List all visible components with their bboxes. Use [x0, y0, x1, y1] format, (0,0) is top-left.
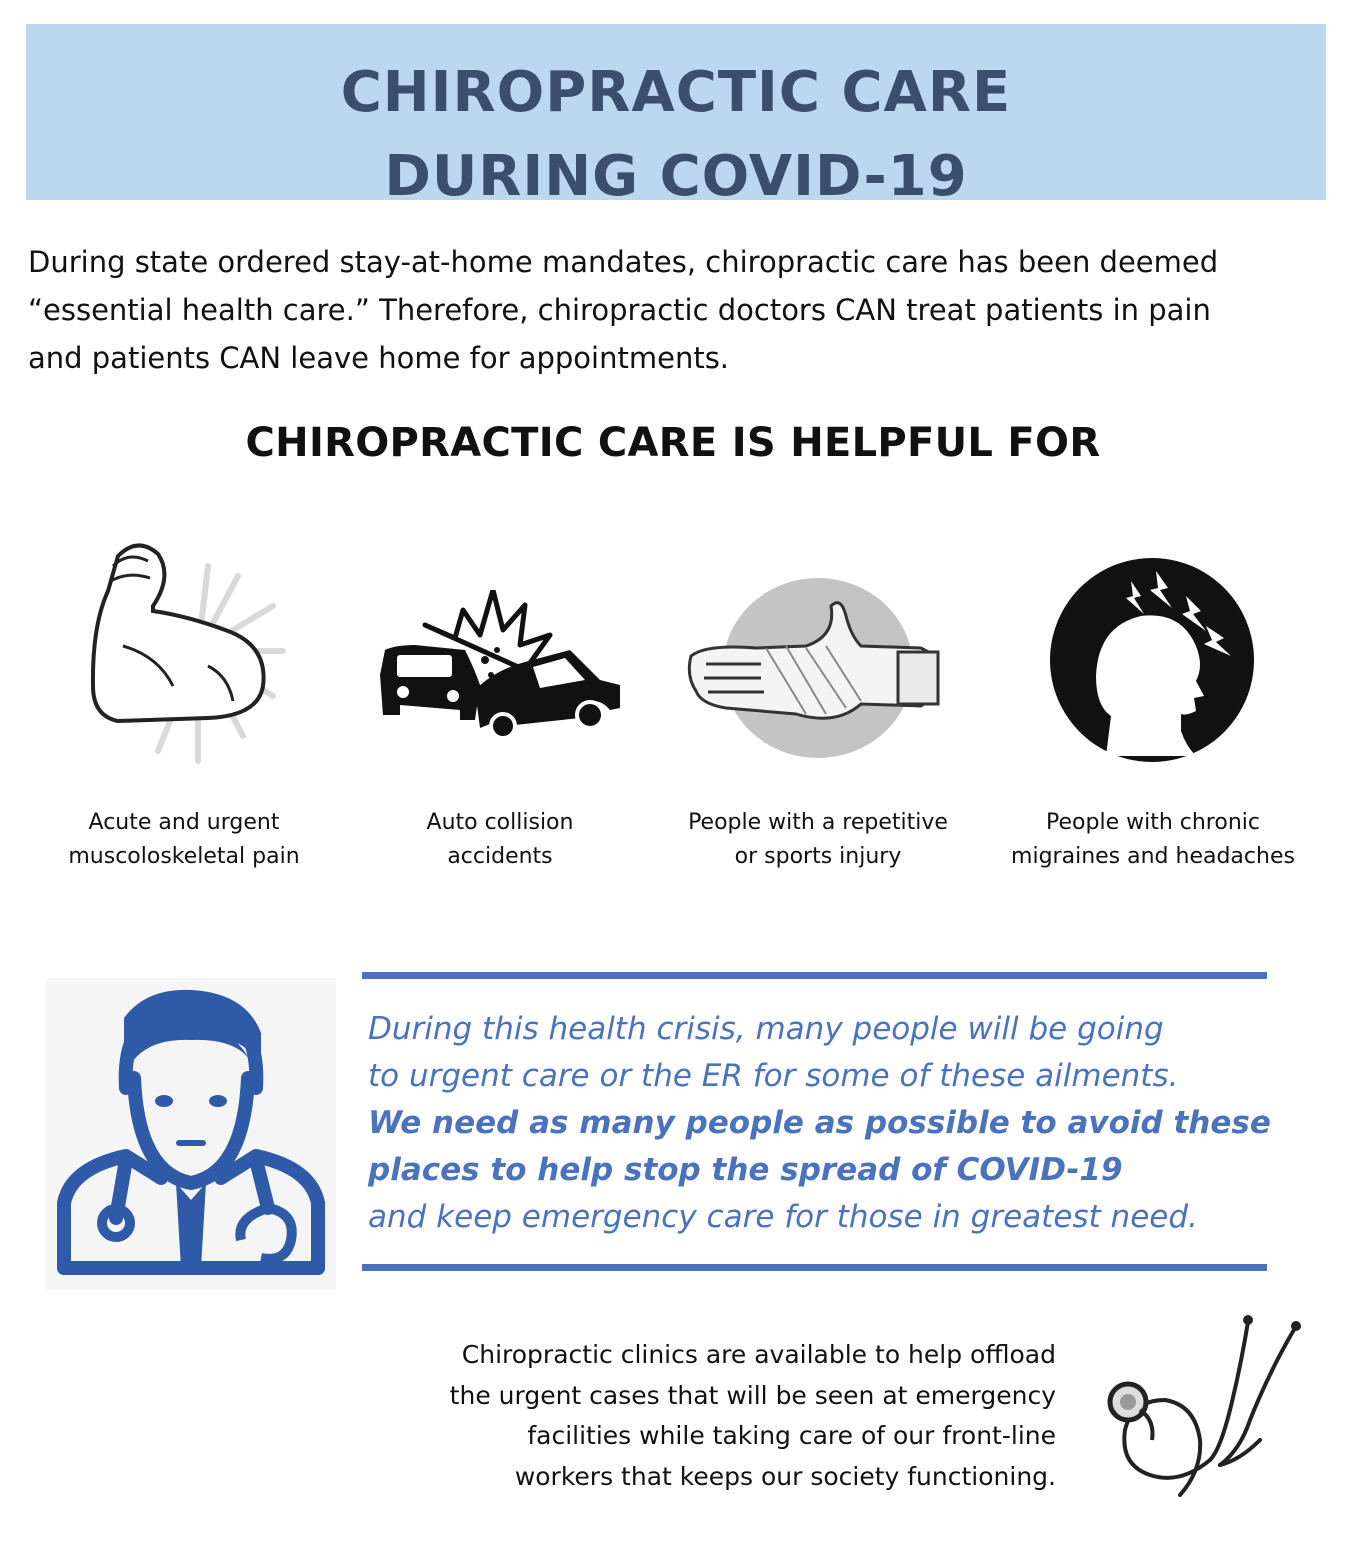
divider-bottom: [362, 1264, 1267, 1271]
divider-top: [362, 972, 1267, 979]
callout-line-emphasis: We need as many people as possible to avoid these: [368, 1105, 1271, 1141]
page-title-line-1: CHIROPRACTIC CARE: [340, 60, 1012, 125]
caption-line: Acute and urgent: [88, 810, 280, 835]
caption-auto-collision: [350, 806, 650, 874]
caption-sports-injury: [663, 806, 973, 874]
bandaged-hand-icon: [686, 576, 950, 766]
closing-line: facilities while taking care of our front-line: [527, 1421, 1056, 1450]
caption-migraines: [998, 806, 1308, 874]
closing-line: Chiropractic clinics are available to help offload: [461, 1340, 1056, 1369]
intro-line-2: “essential health care.” Therefore, chiropractic doctors CAN treat patients in pain: [28, 293, 1211, 327]
callout-line: to urgent care or the ER for some of these ailments.: [368, 1058, 1179, 1094]
intro-paragraph: [28, 238, 1328, 382]
caption-line: People with a repetitive: [688, 810, 948, 835]
caption-line: or sports injury: [734, 844, 902, 869]
caption-line: People with chronic: [1046, 810, 1260, 835]
flexed-arm-icon: [78, 536, 288, 766]
doctor-icon: [46, 978, 336, 1290]
intro-line-1: During state ordered stay-at-home mandates, chiropractic care has been deemed: [28, 245, 1219, 279]
caption-musculoskeletal: [34, 806, 334, 874]
intro-line-3: and patients CAN leave home for appointments.: [28, 341, 730, 375]
section-heading: CHIROPRACTIC CARE IS HELPFUL FOR: [245, 420, 1101, 466]
caption-line: accidents: [447, 844, 553, 869]
closing-paragraph: [380, 1335, 1056, 1497]
caption-line: migraines and headaches: [1011, 844, 1295, 869]
callout-line: During this health crisis, many people will be going: [368, 1011, 1164, 1047]
callout-quote: [368, 1006, 1271, 1241]
closing-line: workers that keeps our society functioning.: [514, 1461, 1056, 1491]
stethoscope-icon: [1100, 1310, 1310, 1510]
closing-line: the urgent cases that will be seen at emergency: [449, 1380, 1056, 1410]
page-title-line-2: DURING COVID-19: [384, 144, 968, 209]
migraine-head-icon: [1046, 556, 1258, 764]
callout-line-emphasis: places to help stop the spread of COVID-19: [368, 1152, 1123, 1188]
caption-line: Auto collision: [426, 810, 574, 835]
car-collision-icon: [375, 590, 625, 740]
caption-line: muscoloskeletal pain: [68, 844, 300, 869]
title-banner: [26, 24, 1326, 209]
callout-line: and keep emergency care for those in greatest need.: [368, 1199, 1198, 1235]
